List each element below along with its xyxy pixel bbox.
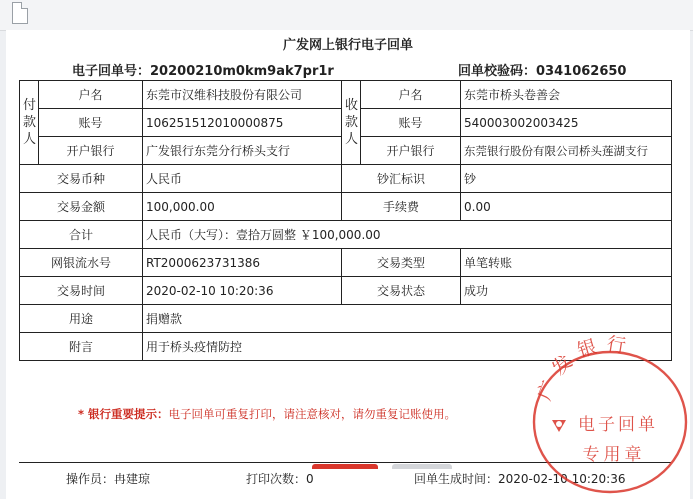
print-count-value: 0 [306, 472, 314, 486]
receipt-number-label: 电子回单号： [72, 64, 151, 79]
payer-side-label: 付 款 人 [20, 81, 39, 165]
seal-logo-icon [552, 420, 566, 432]
print-count-label: 打印次数： [246, 472, 307, 486]
notice-text: 电子回单可重复打印，请注意核对，请勿重复记账使用。 [168, 407, 457, 421]
receipt-number-value: 20200210m0km9ak7pr1r [150, 64, 334, 79]
purpose-value: 捐赠款 [143, 305, 672, 333]
print-count [246, 470, 314, 487]
payee-name-label: 户名 [361, 81, 461, 109]
total-label: 合计 [20, 221, 143, 249]
receipt-number [72, 60, 334, 79]
verify-code-value: 0341062650 [536, 64, 627, 79]
payee-bank-label: 开户银行 [361, 137, 461, 165]
seal-line1: 电子回单 [578, 415, 658, 435]
notice-heading: * 银行重要提示： [78, 407, 169, 421]
bank-notice [78, 406, 456, 422]
amount-value: 100,000.00 [143, 193, 342, 221]
currency-value: 人民币 [143, 165, 342, 193]
payee-name: 东莞市桥头卷善会 [461, 81, 672, 109]
remark-value: 用于桥头疫情防控 [143, 333, 672, 361]
fee-label: 手续费 [342, 193, 461, 221]
operator [66, 470, 150, 487]
svg-text:广发银行 [533, 333, 635, 404]
payer-name-label: 户名 [39, 81, 143, 109]
table-row [20, 193, 672, 221]
operator-value: 冉建琼 [114, 472, 151, 486]
time-label: 交易时间 [20, 277, 143, 305]
table-row [20, 277, 672, 305]
receipt-page [6, 30, 690, 499]
status-label: 交易状态 [342, 277, 461, 305]
receipt-table [19, 80, 672, 361]
serial-label: 网银流水号 [20, 249, 143, 277]
table-row [20, 165, 672, 193]
cash-value: 钞 [461, 165, 672, 193]
document-icon [12, 2, 28, 24]
payee-side-label: 收 款 人 [342, 81, 361, 165]
time-value: 2020-02-10 10:20:36 [143, 277, 342, 305]
fee-value: 0.00 [461, 193, 672, 221]
purpose-label: 用途 [20, 305, 143, 333]
status-value: 成功 [461, 277, 672, 305]
currency-label: 交易币种 [20, 165, 143, 193]
primary-button[interactable] [312, 464, 378, 469]
table-row [20, 81, 672, 109]
amount-label: 交易金额 [20, 193, 143, 221]
cash-label: 钞汇标识 [342, 165, 461, 193]
payer-account: 106251512010000875 [143, 109, 342, 137]
table-row [20, 221, 672, 249]
seal-line2: 专用章 [582, 445, 646, 465]
type-value: 单笔转账 [461, 249, 672, 277]
payer-bank-label: 开户银行 [39, 137, 143, 165]
generated-time-label: 回单生成时间： [414, 472, 499, 486]
serial-value: RT2000623731386 [143, 249, 342, 277]
verify-code-label: 回单校验码： [458, 64, 537, 79]
payer-bank: 广发银行东莞分行桥头支行 [143, 137, 342, 165]
payee-account-label: 账号 [361, 109, 461, 137]
receipt-title: 广发网上银行电子回单 [282, 38, 413, 53]
seal-arc-text: 广发银行 [533, 332, 636, 404]
table-row [20, 305, 672, 333]
secondary-button[interactable] [392, 464, 452, 469]
payer-account-label: 账号 [39, 109, 143, 137]
verify-code [458, 60, 626, 79]
remark-label: 附言 [20, 333, 143, 361]
payer-name: 东莞市汉维科技股份有限公司 [143, 81, 342, 109]
bank-seal [522, 332, 692, 497]
table-row [20, 249, 672, 277]
type-label: 交易类型 [342, 249, 461, 277]
operator-label: 操作员： [66, 472, 115, 486]
payee-bank: 东莞银行股份有限公司桥头莲湖支行 [461, 137, 672, 165]
total-value: 人民币（大写）：壹拾万圆整 ￥100,000.00 [143, 221, 672, 249]
generated-time-value: 2020-02-10 10:20:36 [498, 472, 626, 486]
viewer-toolbar [0, 0, 693, 31]
payee-account: 540003002003425 [461, 109, 672, 137]
